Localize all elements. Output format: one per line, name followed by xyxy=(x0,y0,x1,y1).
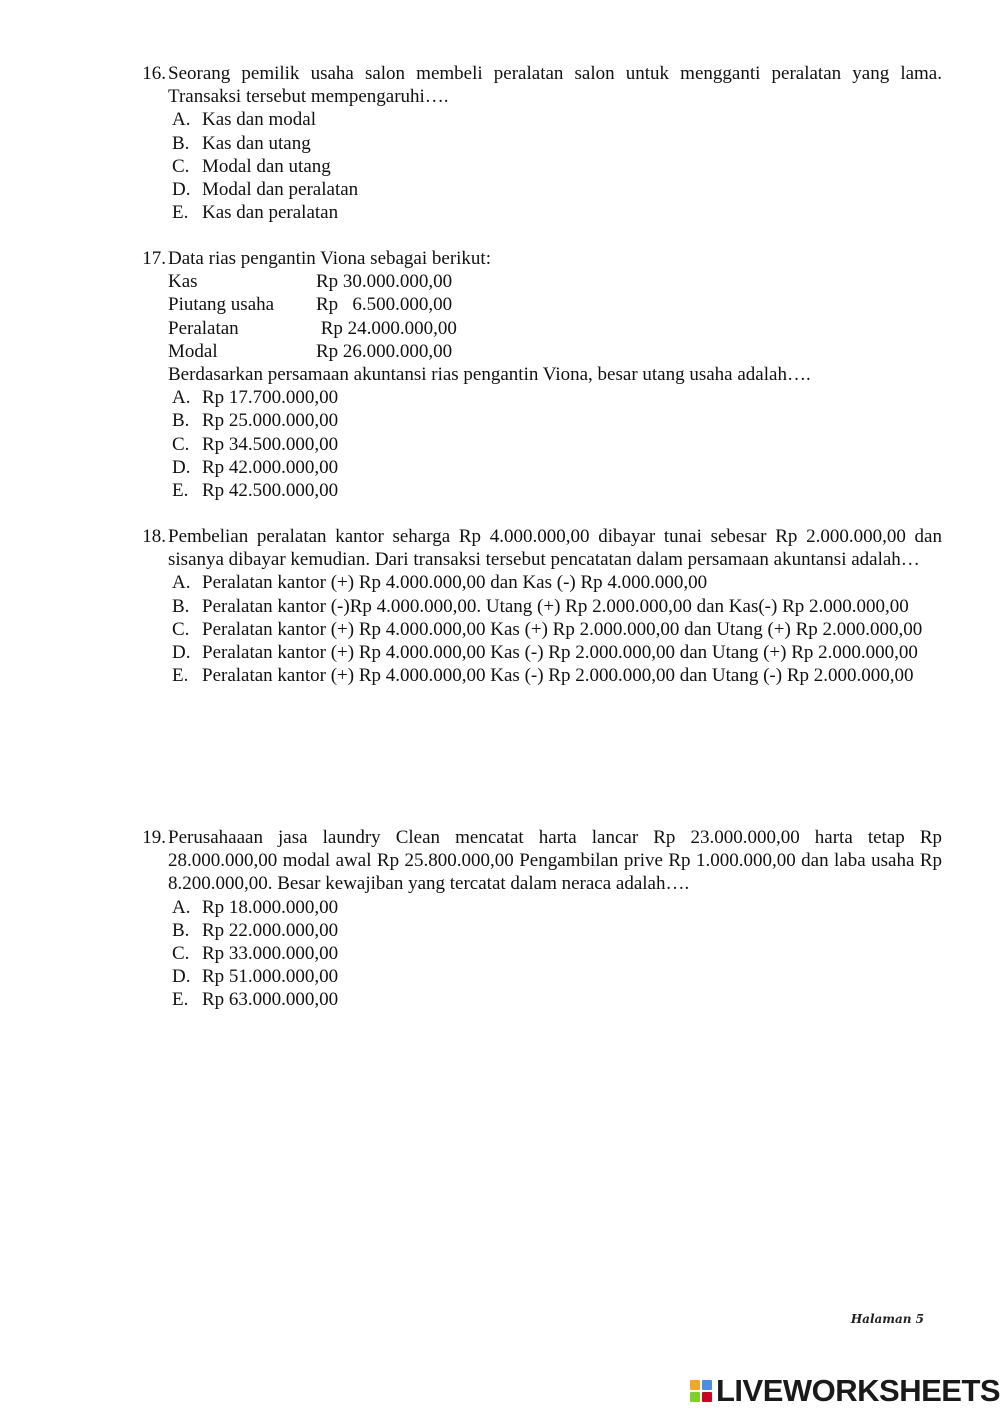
data-table xyxy=(168,270,942,363)
options-list xyxy=(168,571,942,687)
logo-square xyxy=(702,1380,712,1390)
question-text: Seorang pemilik usaha salon membeli peralatan salon untuk mengganti peralatan yang lama. Transaksi tersebut mempengaruhi…. xyxy=(168,63,942,108)
options-list xyxy=(168,108,942,224)
option-d[interactable]: D. Peralatan kantor (+) Rp 4.000.000,00 Kas (-) Rp 2.000.000,00 dan Utang (+) Rp 2.000.000,00 xyxy=(172,642,918,664)
question-number: 16. xyxy=(142,63,166,84)
option-a[interactable]: A. Rp 17.700.000,00 xyxy=(172,387,339,409)
data-row: Peralatan Rp 24.000.000,00 xyxy=(168,317,457,339)
question-18 xyxy=(130,525,942,687)
data-row: Kas Rp 30.000.000,00 xyxy=(168,271,453,293)
question-16 xyxy=(130,62,942,224)
option-e[interactable]: E. Kas dan peralatan xyxy=(172,202,339,224)
option-c[interactable]: C. Rp 34.500.000,00 xyxy=(172,433,339,455)
option-e[interactable]: E. Rp 63.000.000,00 xyxy=(172,989,339,1011)
question-text: Data rias pengantin Viona sebagai berikut: xyxy=(168,248,491,269)
question-number: 19. xyxy=(142,827,166,848)
options-list xyxy=(168,896,942,1012)
option-d[interactable]: D. Modal dan peralatan xyxy=(172,179,359,201)
option-a[interactable]: A. Kas dan modal xyxy=(172,109,316,131)
option-c[interactable]: C. Modal dan utang xyxy=(172,155,331,177)
option-a[interactable]: A. Peralatan kantor (+) Rp 4.000.000,00 dan Kas (-) Rp 4.000.000,00 xyxy=(172,572,708,594)
option-d[interactable]: D. Rp 51.000.000,00 xyxy=(172,966,339,988)
logo-square xyxy=(690,1380,700,1390)
option-e[interactable]: E. Rp 42.500.000,00 xyxy=(172,479,339,501)
question-text: Perusahaaan jasa laundry Clean mencatat harta lancar Rp 23.000.000,00 harta tetap Rp 28.000.000,00 modal awal Rp 25.800.000,00 Pengambilan prive Rp 1.000.000,00 dan laba usaha Rp 8.200.000,00. Besar kewajiban yang tercatat dalam neraca adalah…. xyxy=(168,827,942,895)
question-prompt: Berdasarkan persamaan akuntansi rias pengantin Viona, besar utang usaha adalah…. xyxy=(168,363,811,385)
question-number: 18. xyxy=(142,526,166,547)
option-b[interactable]: B. Peralatan kantor (-)Rp 4.000.000,00. Utang (+) Rp 2.000.000,00 dan Kas(-) Rp 2.000.000,00 xyxy=(172,595,909,617)
option-c[interactable]: C. Peralatan kantor (+) Rp 4.000.000,00 Kas (+) Rp 2.000.000,00 dan Utang (+) Rp 2.000.000,00 xyxy=(172,618,923,640)
option-c[interactable]: C. Rp 33.000.000,00 xyxy=(172,943,339,965)
logo-text: LIVEWORKSHEETS xyxy=(716,1373,1000,1408)
option-a[interactable]: A. Rp 18.000.000,00 xyxy=(172,896,339,918)
option-d[interactable]: D. Rp 42.000.000,00 xyxy=(172,456,339,478)
option-e[interactable]: E. Peralatan kantor (+) Rp 4.000.000,00 Kas (-) Rp 2.000.000,00 dan Utang (-) Rp 2.000.000,00 xyxy=(172,665,914,687)
logo-square xyxy=(702,1392,712,1402)
page-number-label: Halaman 5 xyxy=(850,1312,924,1326)
option-b[interactable]: B. Kas dan utang xyxy=(172,132,311,154)
question-number: 17. xyxy=(142,248,166,269)
question-text: Pembelian peralatan kantor seharga Rp 4.000.000,00 dibayar tunai sebesar Rp 2.000.000,00 dan sisanya dibayar kemudian. Dari transaksi tersebut pencatatan dalam persamaan akuntansi adalah… xyxy=(168,526,942,571)
option-b[interactable]: B. Rp 25.000.000,00 xyxy=(172,410,339,432)
liveworksheets-icon xyxy=(690,1380,712,1402)
options-list xyxy=(168,386,942,502)
option-b[interactable]: B. Rp 22.000.000,00 xyxy=(172,919,339,941)
question-19 xyxy=(130,826,942,1012)
data-row: Piutang usaha Rp 6.500.000,00 xyxy=(168,294,453,316)
data-row: Modal Rp 26.000.000,00 xyxy=(168,340,453,362)
question-17 xyxy=(130,247,942,502)
logo-square xyxy=(690,1392,700,1402)
liveworksheets-logo xyxy=(690,1374,1000,1408)
